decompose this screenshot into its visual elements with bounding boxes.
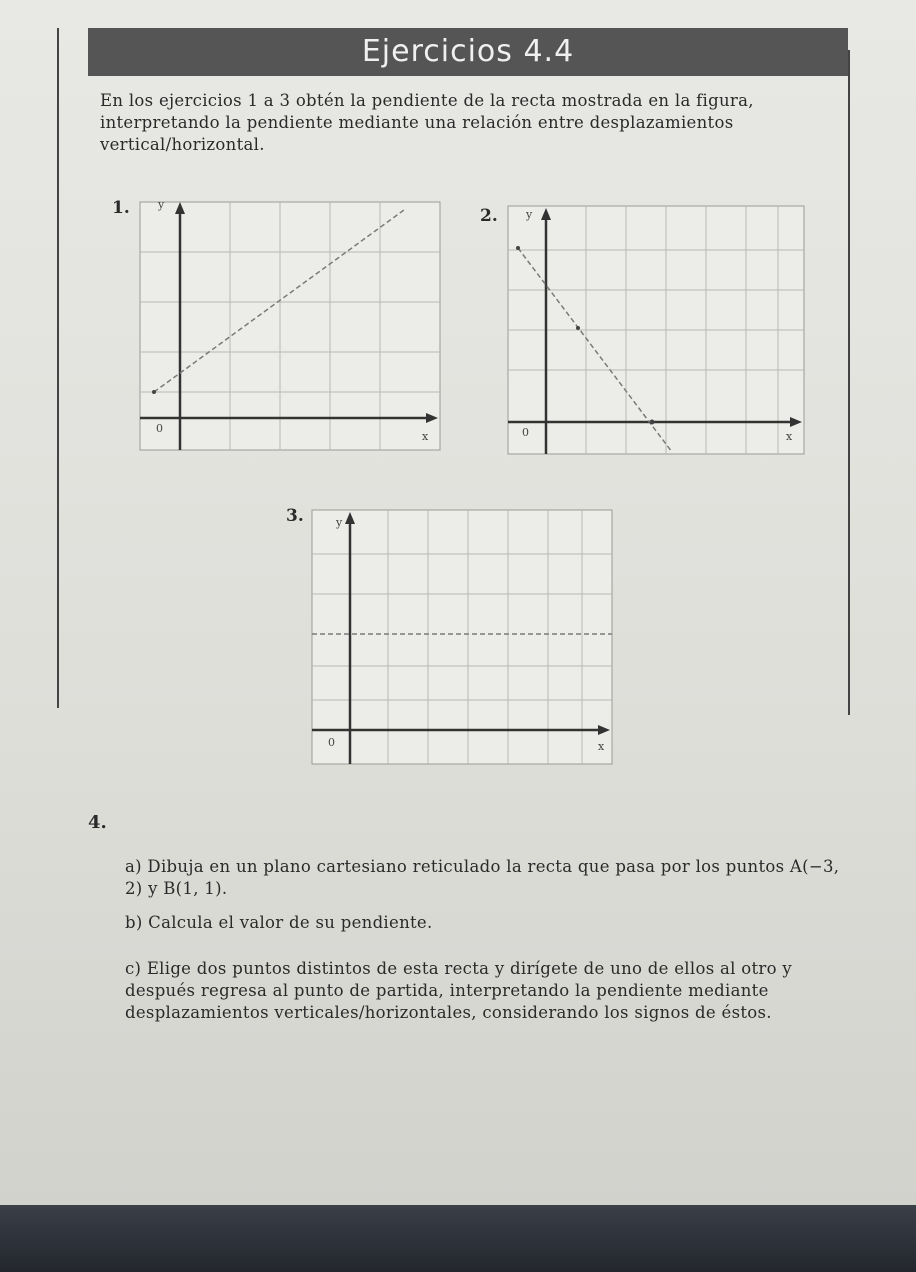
graph-1 — [132, 196, 442, 456]
page-frame-left — [57, 28, 59, 708]
graph-1-y-label: y — [158, 198, 165, 211]
problem-4a-text: a) Dibuja en un plano cartesiano reticulado la recta que pasa por los puntos A(−3, 2) y B(1, 1). — [125, 857, 840, 898]
graph-2-point-b — [576, 326, 580, 330]
graph-1-label: 1. — [112, 198, 130, 218]
graph-3-label: 3. — [286, 506, 304, 526]
graph-2-label: 2. — [480, 206, 498, 226]
title-bar — [88, 28, 848, 76]
graph-3-x-label: x — [598, 740, 605, 753]
graph-1-x-label: x — [422, 430, 429, 443]
graph-3-border — [312, 510, 612, 764]
instructions-text: En los ejercicios 1 a 3 obtén la pendiente de la recta mostrada en la figura, interpretando la pendiente mediante una relación entre desplazamientos vertical/horizontal. — [100, 91, 754, 154]
problem-4b-text: b) Calcula el valor de su pendiente. — [125, 913, 433, 932]
problem-4-number: 4. — [88, 812, 107, 833]
graph-3-y-label: y — [336, 516, 343, 529]
graph-3 — [304, 504, 616, 768]
graph-2 — [500, 200, 810, 460]
page-title: Ejercicios 4.4 — [361, 34, 575, 69]
graph-2-y-label: y — [526, 208, 533, 221]
graph-3-origin-label: 0 — [328, 736, 335, 749]
graph-1-point — [152, 390, 156, 394]
graph-2-origin-label: 0 — [522, 426, 529, 439]
graph-2-point-a — [516, 246, 520, 250]
graph-1-origin-label: 0 — [156, 422, 163, 435]
problem-4c-text: c) Elige dos puntos distintos de esta recta y dirígete de uno de ellos al otro y después regresa al punto de partida, interpretando la pendiente mediante desplazamientos verticales/horizontales, considerando los signos de éstos. — [125, 959, 793, 1022]
graph-2-point-c — [650, 420, 655, 425]
graph-2-x-label: x — [786, 430, 793, 443]
page-frame-right — [848, 50, 850, 715]
graph-1-border — [140, 202, 440, 450]
desk-edge — [0, 1205, 916, 1272]
